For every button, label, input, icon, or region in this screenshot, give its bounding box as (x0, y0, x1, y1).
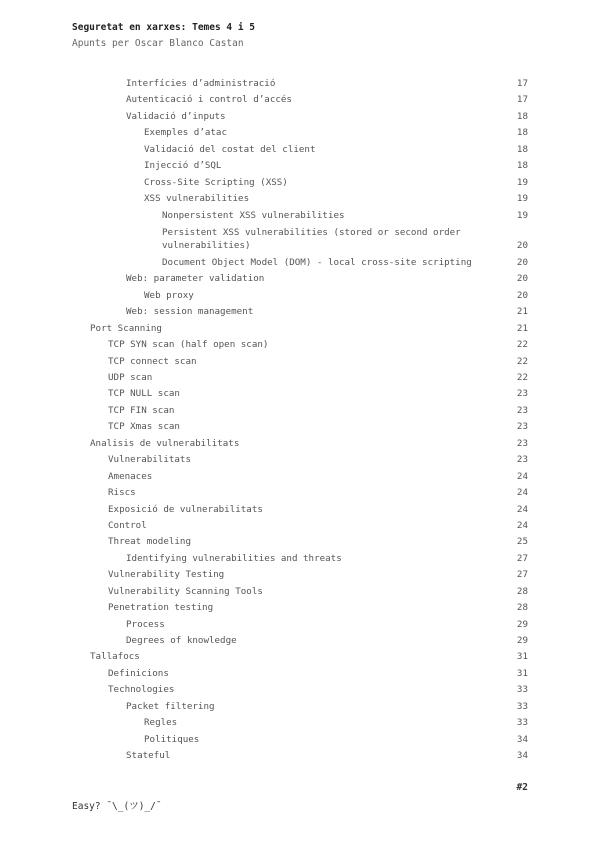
toc-entry-label: TCP SYN scan (half open scan) (108, 339, 269, 351)
footer-text: Easy? ¯\_(ツ)_/¯ (72, 801, 162, 812)
toc-entry-label: XSS vulnerabilities (144, 193, 250, 205)
toc-entry-label: Interfícies d’administració (126, 78, 276, 89)
toc-entry-page: 20 (516, 239, 528, 251)
toc-entry-page: 20 (516, 273, 528, 285)
toc-entry-label: Nonpersistent XSS vulnerabilities (162, 209, 345, 221)
toc-entry[interactable] (0, 403, 600, 419)
document-author: Apunts per Oscar Blanco Castan (72, 38, 244, 49)
toc-entry-page: 27 (516, 569, 528, 581)
toc-entry-page: 19 (516, 193, 528, 205)
document-title: Seguretat en xarxes: Temes 4 i 5 (72, 22, 256, 33)
toc-entry-page: 24 (516, 519, 528, 531)
toc-entry-label: Web proxy (144, 289, 194, 301)
toc-entry-label: Regles (144, 717, 178, 729)
toc-entry-page: 19 (516, 176, 528, 188)
toc-entry-label: Politiques (144, 733, 200, 745)
toc-entry[interactable] (0, 158, 600, 174)
toc-entry-label: Vulnerability Scanning Tools (108, 585, 263, 597)
toc-entry[interactable] (0, 76, 600, 92)
toc-entry[interactable] (0, 354, 600, 370)
toc-entry-page: 23 (516, 454, 528, 466)
toc-entry-label: TCP Xmas scan (108, 421, 180, 433)
toc-entry[interactable] (0, 125, 600, 141)
toc-entry-label: Validació d’inputs (126, 110, 226, 122)
toc-entry-page: 33 (516, 700, 528, 712)
toc-entry-page: 23 (516, 404, 528, 416)
toc-entry-label: TCP FIN scan (108, 404, 175, 416)
toc-entry-label: Technologies (108, 684, 175, 696)
toc-entry-page: 17 (516, 94, 528, 106)
toc-entry-label: Web: parameter validation (126, 273, 265, 285)
toc-entry-page: 21 (516, 322, 528, 334)
toc-entry-page: 28 (516, 585, 528, 597)
toc-entry-page: 25 (516, 536, 528, 548)
toc-entry-label: Process (126, 618, 165, 630)
toc-entry[interactable] (0, 551, 600, 567)
toc-entry[interactable] (0, 255, 600, 271)
toc-entry[interactable] (0, 518, 600, 534)
toc-entry[interactable] (0, 584, 600, 600)
toc-entry[interactable] (0, 633, 600, 649)
toc-entry-label: Definicions (108, 667, 169, 679)
toc-entry-label: Penetration testing (108, 602, 214, 614)
toc-entry[interactable] (0, 92, 600, 108)
toc-entry-label: Cross-Site Scripting (XSS) (144, 176, 288, 188)
toc-entry-page: 33 (516, 684, 528, 696)
toc-entry-page: 31 (516, 667, 528, 679)
toc-entry-label: Identifying vulnerabilities and threats (126, 552, 342, 564)
toc-entry[interactable] (0, 534, 600, 550)
toc-entry-label: Analisis de vulnerabilitats (90, 437, 240, 449)
toc-entry[interactable] (0, 304, 600, 320)
toc-entry-page: 23 (516, 437, 528, 449)
toc-entry[interactable] (0, 436, 600, 452)
toc-entry[interactable] (0, 370, 600, 386)
toc-entry[interactable] (0, 419, 600, 435)
toc-entry-page: 34 (516, 750, 528, 762)
toc-entry-page: 33 (516, 717, 528, 729)
toc-entry-label: Riscs (108, 487, 136, 499)
toc-entry-page: 22 (516, 339, 528, 351)
toc-entry-page: 34 (516, 733, 528, 745)
toc-entry[interactable] (0, 224, 600, 255)
toc-entry[interactable] (0, 600, 600, 616)
toc-entry-page: 28 (516, 602, 528, 614)
toc-entry[interactable] (0, 715, 600, 731)
toc-entry-page: 29 (516, 635, 528, 646)
toc-entry[interactable] (0, 567, 600, 583)
toc-entry-label: Amenaces (108, 470, 153, 482)
toc-entry[interactable] (0, 109, 600, 125)
toc-entry-label: Degrees of knowledge (126, 635, 237, 646)
toc-entry-page: 18 (516, 127, 528, 139)
toc-entry-label: Control (108, 519, 147, 531)
toc-entry-page: 29 (516, 618, 528, 630)
toc-entry-label: TCP connect scan (108, 355, 197, 367)
toc-entry[interactable] (0, 337, 600, 353)
toc-entry[interactable] (0, 271, 600, 287)
toc-entry[interactable] (0, 699, 600, 715)
toc-entry-label: Injecció d’SQL (144, 160, 222, 172)
toc-entry-label: Persistent XSS vulnerabilities (stored or second order vulnerabilities) (162, 226, 467, 251)
toc-entry[interactable] (0, 485, 600, 501)
toc-entry-label: Threat modeling (108, 536, 191, 548)
toc-entry[interactable] (0, 666, 600, 682)
toc-entry[interactable] (0, 208, 600, 224)
toc-entry[interactable] (0, 452, 600, 468)
toc-entry-label: Exemples d’atac (144, 127, 227, 139)
toc-entry[interactable] (0, 502, 600, 518)
page-number: #2 (516, 782, 528, 793)
toc-entry-page: 21 (516, 306, 528, 318)
toc-entry-label: Vulnerability Testing (108, 569, 225, 581)
toc-entry-label: Web: session management (126, 306, 254, 318)
toc-entry-label: Validació del costat del client (144, 143, 316, 155)
toc-entry[interactable] (0, 649, 600, 665)
toc-entry[interactable] (0, 321, 600, 337)
toc-entry-label: Stateful (126, 750, 171, 762)
toc-entry[interactable] (0, 748, 600, 764)
toc-entry-page: 20 (516, 256, 528, 268)
toc-entry-label: Document Object Model (DOM) - local cross-site scripting (162, 256, 472, 268)
toc-entry-label: Exposició de vulnerabilitats (108, 503, 263, 515)
toc-entry-page: 23 (516, 388, 528, 400)
toc-entry-label: Vulnerabilitats (108, 454, 191, 466)
toc-entry-page: 27 (516, 552, 528, 564)
toc-entry-page: 18 (516, 160, 528, 172)
toc-entry[interactable] (0, 732, 600, 748)
toc-entry[interactable] (0, 469, 600, 485)
toc-entry[interactable] (0, 617, 600, 633)
toc-entry-page: 31 (516, 651, 528, 663)
toc-entry[interactable] (0, 175, 600, 191)
toc-entry-page: 19 (516, 209, 528, 221)
toc-entry[interactable] (0, 142, 600, 158)
toc-entry[interactable] (0, 386, 600, 402)
toc-entry[interactable] (0, 288, 600, 304)
toc-entry-label: TCP NULL scan (108, 388, 180, 400)
toc-entry-page: 24 (516, 503, 528, 515)
toc-entry-label: UDP scan (108, 372, 153, 383)
toc-entry-page: 17 (516, 78, 528, 89)
toc-entry-page: 18 (516, 143, 528, 155)
table-of-contents (0, 76, 600, 765)
toc-entry[interactable] (0, 682, 600, 698)
toc-entry-page: 18 (516, 110, 528, 122)
toc-entry-page: 22 (516, 355, 528, 367)
toc-entry-label: Tallafocs (90, 651, 140, 663)
toc-entry-page: 23 (516, 421, 528, 433)
toc-entry-page: 20 (516, 289, 528, 301)
toc-entry-label: Port Scanning (90, 322, 162, 334)
toc-entry[interactable] (0, 191, 600, 207)
toc-entry-label: Packet filtering (126, 700, 215, 712)
toc-entry-label: Autenticació i control d’accés (126, 94, 292, 106)
toc-entry-page: 24 (516, 487, 528, 499)
toc-entry-page: 24 (516, 470, 528, 482)
toc-entry-page: 22 (516, 372, 528, 383)
